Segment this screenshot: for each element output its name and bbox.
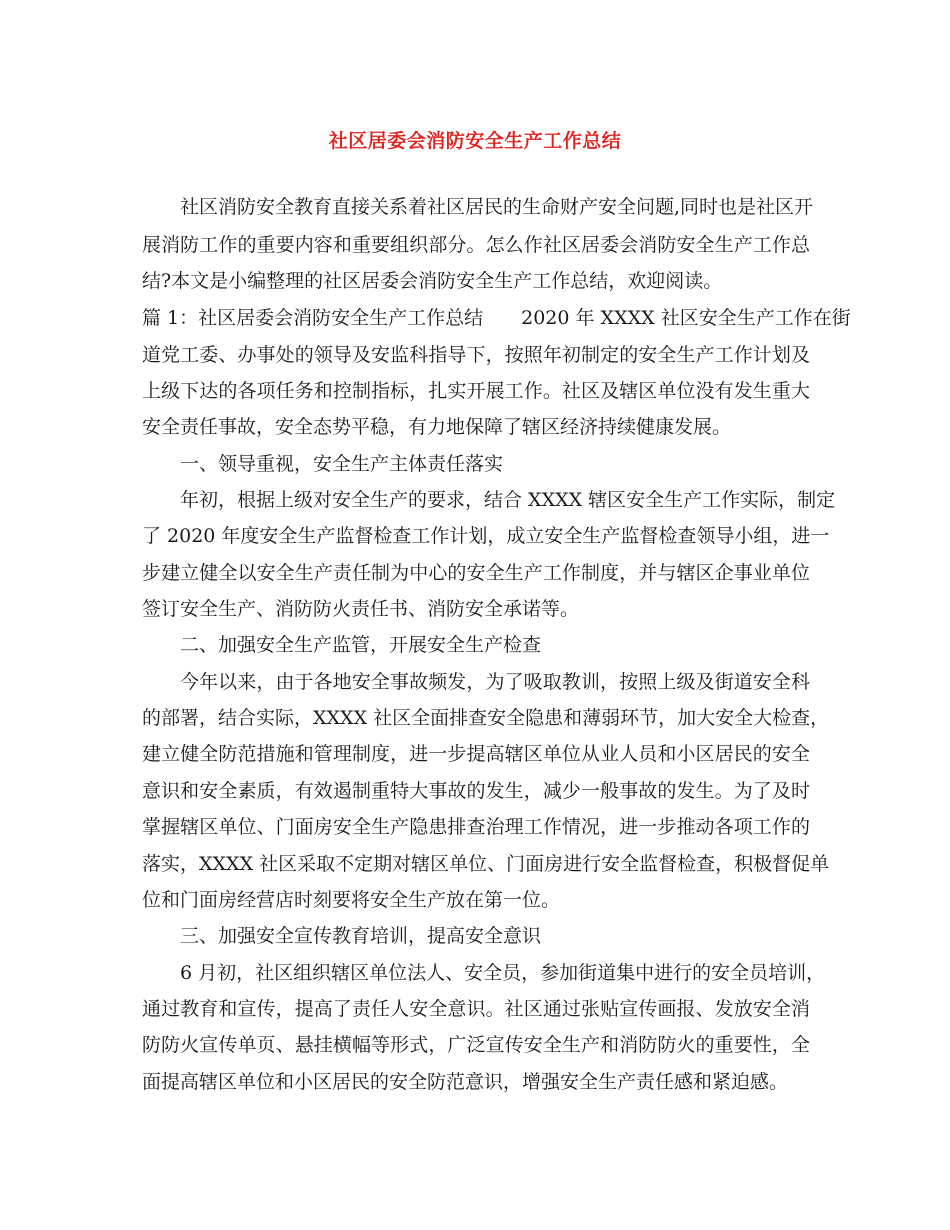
body-line: 了 2020 年度安全生产监督检查工作计划，成立安全生产监督检查领导小组，进一 bbox=[142, 525, 830, 547]
document-title: 社区居委会消防安全生产工作总结 bbox=[328, 130, 622, 152]
body-line: 位和门面房经营店时刻要将安全生产放在第一位。 bbox=[142, 889, 561, 911]
section-heading: 三、加强安全宣传教育培训，提高安全意识 bbox=[180, 925, 542, 947]
body-line: 签订安全生产、消防防火责任书、消防安全承诺等。 bbox=[142, 598, 580, 620]
body-line: 篇 1：社区居委会消防安全生产工作总结 2020 年 XXXX 社区安全生产工作在街 bbox=[142, 307, 851, 329]
body-line: 面提高辖区单位和小区居民的安全防范意识，增强安全生产责任感和紧迫感。 bbox=[142, 1071, 789, 1093]
body-line: 今年以来，由于各地安全事故频发，为了吸取教训，按照上级及街道安全科 bbox=[180, 671, 810, 693]
body-line: 社区消防安全教育直接关系着社区居民的生命财产安全问题,同时也是社区开 bbox=[180, 196, 814, 218]
body-line: 落实，XXXX 社区采取不定期对辖区单位、门面房进行安全监督检查，积极督促单 bbox=[142, 853, 830, 875]
body-line: 6 月初，社区组织辖区单位法人、安全员，参加街道集中进行的安全员培训， bbox=[180, 962, 826, 984]
body-line: 步建立健全以安全生产责任制为中心的安全生产工作制度，并与辖区企事业单位 bbox=[142, 562, 810, 584]
section-heading: 一、领导重视，安全生产主体责任落实 bbox=[180, 453, 504, 475]
body-line: 意识和安全素质，有效遏制重特大事故的发生，减少一般事故的发生。为了及时 bbox=[142, 780, 810, 802]
body-line: 防防火宣传单页、悬挂横幅等形式，广泛宣传安全生产和消防防火的重要性，全 bbox=[142, 1034, 810, 1056]
section-heading: 二、加强安全生产监管，开展安全生产检查 bbox=[180, 634, 542, 656]
body-line: 安全责任事故，安全态势平稳，有力地保障了辖区经济持续健康发展。 bbox=[142, 416, 732, 438]
body-line: 上级下达的各项任务和控制指标，扎实开展工作。社区及辖区单位没有发生重大 bbox=[142, 380, 810, 402]
body-line: 年初，根据上级对安全生产的要求，结合 XXXX 辖区安全生产工作实际，制定 bbox=[180, 489, 836, 511]
body-line: 结?本文是小编整理的社区居委会消防安全生产工作总结，欢迎阅读。 bbox=[142, 270, 723, 292]
body-line: 掌握辖区单位、门面房安全生产隐患排查治理工作情况，进一步推动各项工作的 bbox=[142, 816, 810, 838]
body-line: 的部署，结合实际，XXXX 社区全面排查安全隐患和薄弱环节，加大安全大检查， bbox=[142, 707, 830, 729]
body-line: 道党工委、办事处的领导及安监科指导下，按照年初制定的安全生产工作计划及 bbox=[142, 344, 810, 366]
body-line: 展消防工作的重要内容和重要组织部分。怎么作社区居委会消防安全生产工作总 bbox=[142, 234, 810, 256]
body-line: 建立健全防范措施和管理制度，进一步提高辖区单位从业人员和小区居民的安全 bbox=[142, 743, 810, 765]
body-line: 通过教育和宣传，提高了责任人安全意识。社区通过张贴宣传画报、发放安全消 bbox=[142, 998, 810, 1020]
